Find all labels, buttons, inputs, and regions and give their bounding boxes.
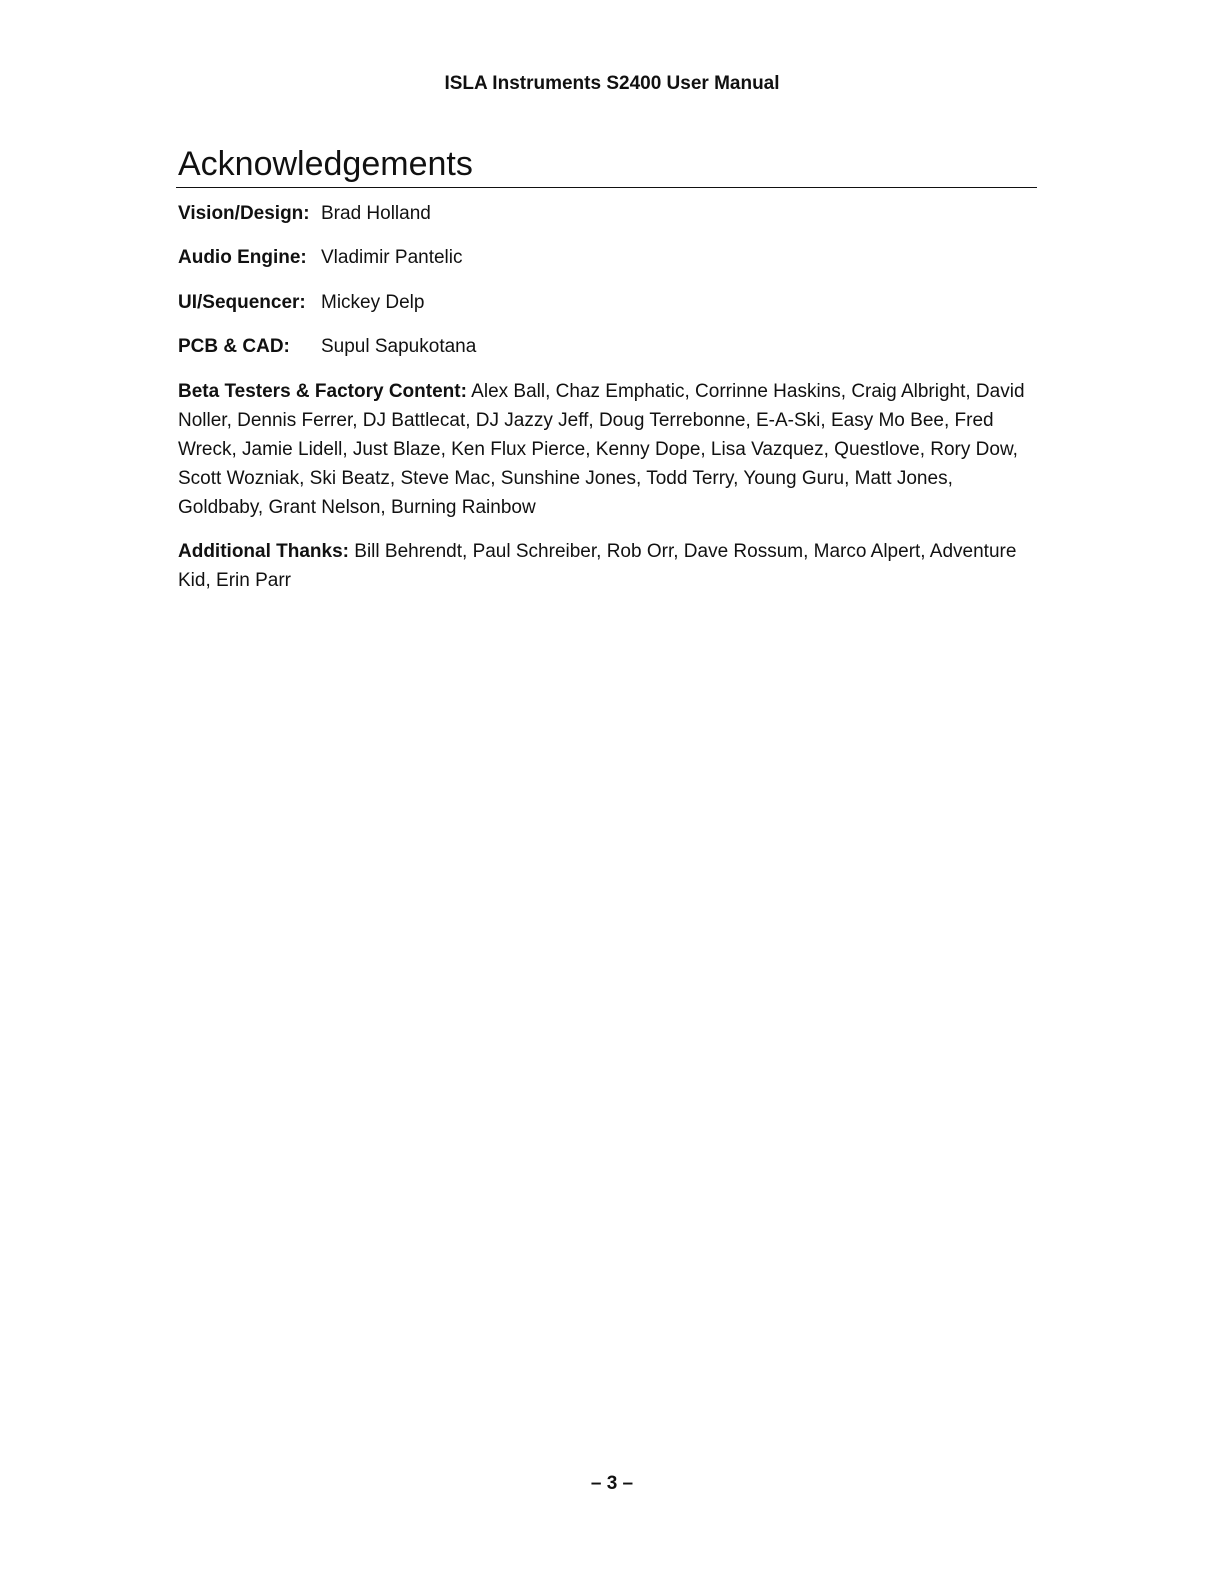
- credit-name: Mickey Delp: [321, 292, 425, 313]
- credit-name: Supul Sapukotana: [321, 336, 477, 357]
- running-header: ISLA Instruments S2400 User Manual: [444, 73, 780, 94]
- credit-role: Vision/Design:: [178, 203, 310, 224]
- section-title: Acknowledgements: [178, 145, 473, 183]
- beta-testers-label: Beta Testers & Factory Content:: [178, 381, 467, 402]
- credit-name: Vladimir Pantelic: [321, 247, 463, 268]
- credit-name: Brad Holland: [321, 203, 431, 224]
- credit-row-audio-engine: [178, 246, 463, 270]
- credit-row-ui-sequencer: [178, 291, 424, 315]
- credit-role: PCB & CAD:: [178, 336, 290, 357]
- credit-row-vision-design: [178, 202, 431, 226]
- credit-role: UI/Sequencer:: [178, 292, 306, 313]
- additional-thanks-label: Additional Thanks:: [178, 541, 349, 562]
- credit-row-pcb-cad: [178, 335, 476, 359]
- beta-testers-paragraph: [178, 377, 1028, 522]
- additional-thanks-paragraph: [178, 537, 1028, 595]
- credit-role: Audio Engine:: [178, 247, 307, 268]
- beta-testers-names: Alex Ball, Chaz Emphatic, Corrinne Haskins, Craig Albright, David Noller, Dennis Ferrer, DJ Battlecat, DJ Jazzy Jeff, Doug Terrebonne, E-A-Ski, Easy Mo Bee, Fred Wreck, Jamie Lidell, Just Blaze, Ken Flux Pierce, Kenny Dope, Lisa Vazquez, Questlove, Rory Dow, Scott Wozniak, Ski Beatz, Steve Mac, Sunshine Jones, Todd Terry, Young Guru, Matt Jones, Goldbaby, Grant Nelson, Burning Rainbow: [178, 381, 1025, 518]
- additional-thanks-names: Bill Behrendt, Paul Schreiber, Rob Orr, Dave Rossum, Marco Alpert, Adventure Kid, Erin Parr: [178, 541, 1017, 591]
- title-rule: [176, 187, 1037, 188]
- page-number: – 3 –: [590, 1473, 634, 1494]
